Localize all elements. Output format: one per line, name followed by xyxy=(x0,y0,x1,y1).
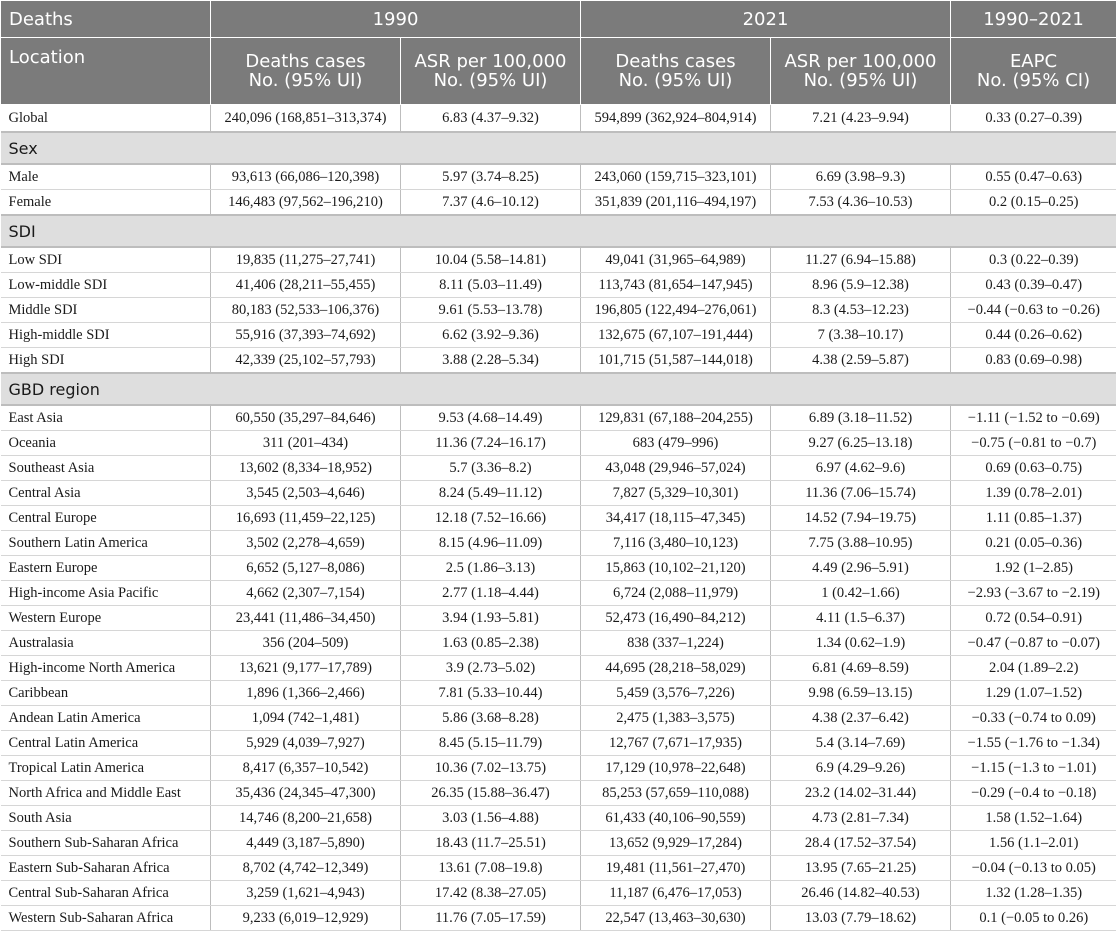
header-line2: No. (95% CI) xyxy=(951,71,1116,90)
location-cell: Middle SDI xyxy=(1,298,211,323)
location-cell: Western Europe xyxy=(1,606,211,631)
table-row xyxy=(1,323,1116,348)
value-cell: 11.76 (7.05–17.59) xyxy=(401,906,581,931)
location-cell: Global xyxy=(1,105,211,133)
value-cell: −0.29 (−0.4 to −0.18) xyxy=(951,781,1116,806)
location-cell: High SDI xyxy=(1,348,211,374)
value-cell: 0.83 (0.69–0.98) xyxy=(951,348,1116,374)
value-cell: −0.33 (−0.74 to 0.09) xyxy=(951,706,1116,731)
location-cell: Australasia xyxy=(1,631,211,656)
value-cell: 7,827 (5,329–10,301) xyxy=(581,481,771,506)
value-cell: 594,899 (362,924–804,914) xyxy=(581,105,771,133)
value-cell: 9,233 (6,019–12,929) xyxy=(211,906,401,931)
value-cell: 7.21 (4.23–9.94) xyxy=(771,105,951,133)
value-cell: 5.7 (3.36–8.2) xyxy=(401,456,581,481)
section-header-row xyxy=(1,373,1116,405)
value-cell: 8.11 (5.03–11.49) xyxy=(401,273,581,298)
value-cell: 683 (479–996) xyxy=(581,431,771,456)
value-cell: 1.58 (1.52–1.64) xyxy=(951,806,1116,831)
header-deaths-1990 xyxy=(211,38,401,105)
section-label: Sex xyxy=(1,132,1116,164)
table-row xyxy=(1,456,1116,481)
header-line1: Deaths cases xyxy=(211,52,400,71)
value-cell: 3.94 (1.93–5.81) xyxy=(401,606,581,631)
value-cell: 11.36 (7.06–15.74) xyxy=(771,481,951,506)
value-cell: 8,702 (4,742–12,349) xyxy=(211,856,401,881)
value-cell: 5.4 (3.14–7.69) xyxy=(771,731,951,756)
value-cell: 4.73 (2.81–7.34) xyxy=(771,806,951,831)
value-cell: 4,662 (2,307–7,154) xyxy=(211,581,401,606)
value-cell: 9.61 (5.53–13.78) xyxy=(401,298,581,323)
value-cell: 101,715 (51,587–144,018) xyxy=(581,348,771,374)
table-row xyxy=(1,606,1116,631)
value-cell: 34,417 (18,115–47,345) xyxy=(581,506,771,531)
value-cell: 2.5 (1.86–3.13) xyxy=(401,556,581,581)
value-cell: 5.97 (3.74–8.25) xyxy=(401,164,581,190)
value-cell: 23,441 (11,486–34,450) xyxy=(211,606,401,631)
location-cell: Eastern Sub-Saharan Africa xyxy=(1,856,211,881)
location-cell: Eastern Europe xyxy=(1,556,211,581)
value-cell: 7,116 (3,480–10,123) xyxy=(581,531,771,556)
header-year-2021: 2021 xyxy=(581,1,951,38)
header-year-1990: 1990 xyxy=(211,1,581,38)
table-row xyxy=(1,631,1116,656)
value-cell: 11.27 (6.94–15.88) xyxy=(771,247,951,273)
table-row xyxy=(1,656,1116,681)
value-cell: 0.1 (−0.05 to 0.26) xyxy=(951,906,1116,931)
header-line2: No. (95% UI) xyxy=(211,71,400,90)
value-cell: 311 (201–434) xyxy=(211,431,401,456)
value-cell: 26.46 (14.82–40.53) xyxy=(771,881,951,906)
value-cell: 61,433 (40,106–90,559) xyxy=(581,806,771,831)
value-cell: 4.49 (2.96–5.91) xyxy=(771,556,951,581)
value-cell: 351,839 (201,116–494,197) xyxy=(581,190,771,216)
value-cell: −1.11 (−1.52 to −0.69) xyxy=(951,405,1116,431)
value-cell: 4.11 (1.5–6.37) xyxy=(771,606,951,631)
value-cell: 146,483 (97,562–196,210) xyxy=(211,190,401,216)
value-cell: 26.35 (15.88–36.47) xyxy=(401,781,581,806)
value-cell: 22,547 (13,463–30,630) xyxy=(581,906,771,931)
value-cell: 1.63 (0.85–2.38) xyxy=(401,631,581,656)
table-row xyxy=(1,756,1116,781)
table-row xyxy=(1,581,1116,606)
value-cell: 8.96 (5.9–12.38) xyxy=(771,273,951,298)
value-cell: 6.97 (4.62–9.6) xyxy=(771,456,951,481)
location-cell: Andean Latin America xyxy=(1,706,211,731)
table-row xyxy=(1,831,1116,856)
table-row xyxy=(1,881,1116,906)
header-asr-1990 xyxy=(401,38,581,105)
value-cell: 4,449 (3,187–5,890) xyxy=(211,831,401,856)
table-row xyxy=(1,681,1116,706)
value-cell: −0.47 (−0.87 to −0.07) xyxy=(951,631,1116,656)
location-cell: South Asia xyxy=(1,806,211,831)
section-header-row xyxy=(1,132,1116,164)
value-cell: 11.36 (7.24–16.17) xyxy=(401,431,581,456)
value-cell: 12.18 (7.52–16.66) xyxy=(401,506,581,531)
header-line1: EAPC xyxy=(951,52,1116,71)
section-header-row xyxy=(1,215,1116,247)
value-cell: 1.34 (0.62–1.9) xyxy=(771,631,951,656)
value-cell: 3.88 (2.28–5.34) xyxy=(401,348,581,374)
location-cell: Male xyxy=(1,164,211,190)
value-cell: 13,621 (9,177–17,789) xyxy=(211,656,401,681)
header-line1: ASR per 100,000 xyxy=(401,52,580,71)
value-cell: 52,473 (16,490–84,212) xyxy=(581,606,771,631)
value-cell: 13,602 (8,334–18,952) xyxy=(211,456,401,481)
value-cell: −2.93 (−3.67 to −2.19) xyxy=(951,581,1116,606)
value-cell: 3.9 (2.73–5.02) xyxy=(401,656,581,681)
header-location: Location xyxy=(1,38,211,105)
header-line2: No. (95% UI) xyxy=(401,71,580,90)
value-cell: 19,481 (11,561–27,470) xyxy=(581,856,771,881)
header-asr-2021 xyxy=(771,38,951,105)
table-body xyxy=(1,105,1116,931)
value-cell: 132,675 (67,107–191,444) xyxy=(581,323,771,348)
value-cell: 0.33 (0.27–0.39) xyxy=(951,105,1116,133)
value-cell: 1.32 (1.28–1.35) xyxy=(951,881,1116,906)
value-cell: 1.39 (0.78–2.01) xyxy=(951,481,1116,506)
value-cell: 9.27 (6.25–13.18) xyxy=(771,431,951,456)
location-cell: High-income North America xyxy=(1,656,211,681)
location-cell: Southern Sub-Saharan Africa xyxy=(1,831,211,856)
location-cell: High-middle SDI xyxy=(1,323,211,348)
value-cell: 8.3 (4.53–12.23) xyxy=(771,298,951,323)
value-cell: 17,129 (10,978–22,648) xyxy=(581,756,771,781)
value-cell: 5,459 (3,576–7,226) xyxy=(581,681,771,706)
location-cell: East Asia xyxy=(1,405,211,431)
header-measure-label: Deaths xyxy=(1,1,211,38)
header-deaths-2021 xyxy=(581,38,771,105)
value-cell: 5.86 (3.68–8.28) xyxy=(401,706,581,731)
location-cell: Central Latin America xyxy=(1,731,211,756)
table-row xyxy=(1,781,1116,806)
table-row xyxy=(1,531,1116,556)
value-cell: 4.38 (2.37–6.42) xyxy=(771,706,951,731)
table-row xyxy=(1,431,1116,456)
location-cell: Western Sub-Saharan Africa xyxy=(1,906,211,931)
value-cell: 2.04 (1.89–2.2) xyxy=(951,656,1116,681)
value-cell: 129,831 (67,188–204,255) xyxy=(581,405,771,431)
value-cell: 0.3 (0.22–0.39) xyxy=(951,247,1116,273)
table-row xyxy=(1,298,1116,323)
value-cell: −0.44 (−0.63 to −0.26) xyxy=(951,298,1116,323)
value-cell: 9.53 (4.68–14.49) xyxy=(401,405,581,431)
table-header xyxy=(1,1,1116,105)
value-cell: 1.92 (1–2.85) xyxy=(951,556,1116,581)
table-row xyxy=(1,190,1116,216)
header-line1: ASR per 100,000 xyxy=(771,52,950,71)
table-row xyxy=(1,164,1116,190)
value-cell: 0.2 (0.15–0.25) xyxy=(951,190,1116,216)
value-cell: 9.98 (6.59–13.15) xyxy=(771,681,951,706)
value-cell: 14.52 (7.94–19.75) xyxy=(771,506,951,531)
value-cell: 14,746 (8,200–21,658) xyxy=(211,806,401,831)
value-cell: 0.72 (0.54–0.91) xyxy=(951,606,1116,631)
value-cell: 240,096 (168,851–313,374) xyxy=(211,105,401,133)
location-cell: Tropical Latin America xyxy=(1,756,211,781)
table-row xyxy=(1,806,1116,831)
table-row xyxy=(1,906,1116,931)
location-cell: Low SDI xyxy=(1,247,211,273)
value-cell: 23.2 (14.02–31.44) xyxy=(771,781,951,806)
value-cell: 10.04 (5.58–14.81) xyxy=(401,247,581,273)
table-row xyxy=(1,405,1116,431)
value-cell: 42,339 (25,102–57,793) xyxy=(211,348,401,374)
value-cell: 11,187 (6,476–17,053) xyxy=(581,881,771,906)
value-cell: 6.62 (3.92–9.36) xyxy=(401,323,581,348)
value-cell: 6.81 (4.69–8.59) xyxy=(771,656,951,681)
value-cell: 6.69 (3.98–9.3) xyxy=(771,164,951,190)
table-row xyxy=(1,348,1116,374)
value-cell: −0.75 (−0.81 to −0.7) xyxy=(951,431,1116,456)
value-cell: 12,767 (7,671–17,935) xyxy=(581,731,771,756)
value-cell: 113,743 (81,654–147,945) xyxy=(581,273,771,298)
value-cell: 19,835 (11,275–27,741) xyxy=(211,247,401,273)
value-cell: 13.61 (7.08–19.8) xyxy=(401,856,581,881)
table-row xyxy=(1,506,1116,531)
value-cell: 35,436 (24,345–47,300) xyxy=(211,781,401,806)
table-row xyxy=(1,247,1116,273)
value-cell: 1,094 (742–1,481) xyxy=(211,706,401,731)
value-cell: 3,259 (1,621–4,943) xyxy=(211,881,401,906)
location-cell: Central Europe xyxy=(1,506,211,531)
value-cell: 356 (204–509) xyxy=(211,631,401,656)
value-cell: 4.38 (2.59–5.87) xyxy=(771,348,951,374)
value-cell: 6,724 (2,088–11,979) xyxy=(581,581,771,606)
value-cell: 44,695 (28,218–58,029) xyxy=(581,656,771,681)
value-cell: 2.77 (1.18–4.44) xyxy=(401,581,581,606)
value-cell: 3,502 (2,278–4,659) xyxy=(211,531,401,556)
value-cell: 60,550 (35,297–84,646) xyxy=(211,405,401,431)
table-row xyxy=(1,481,1116,506)
location-cell: High-income Asia Pacific xyxy=(1,581,211,606)
value-cell: 8,417 (6,357–10,542) xyxy=(211,756,401,781)
value-cell: 1,896 (1,366–2,466) xyxy=(211,681,401,706)
value-cell: −0.04 (−0.13 to 0.05) xyxy=(951,856,1116,881)
value-cell: 2,475 (1,383–3,575) xyxy=(581,706,771,731)
table-row xyxy=(1,706,1116,731)
location-cell: Caribbean xyxy=(1,681,211,706)
value-cell: 1.29 (1.07–1.52) xyxy=(951,681,1116,706)
header-eapc xyxy=(951,38,1116,105)
value-cell: 243,060 (159,715–323,101) xyxy=(581,164,771,190)
header-line2: No. (95% UI) xyxy=(581,71,770,90)
value-cell: 18.43 (11.7–25.51) xyxy=(401,831,581,856)
location-cell: North Africa and Middle East xyxy=(1,781,211,806)
value-cell: −1.15 (−1.3 to −1.01) xyxy=(951,756,1116,781)
location-cell: Southeast Asia xyxy=(1,456,211,481)
value-cell: 28.4 (17.52–37.54) xyxy=(771,831,951,856)
value-cell: 55,916 (37,393–74,692) xyxy=(211,323,401,348)
value-cell: 8.45 (5.15–11.79) xyxy=(401,731,581,756)
value-cell: 13.03 (7.79–18.62) xyxy=(771,906,951,931)
value-cell: 13,652 (9,929–17,284) xyxy=(581,831,771,856)
value-cell: 16,693 (11,459–22,125) xyxy=(211,506,401,531)
value-cell: 0.69 (0.63–0.75) xyxy=(951,456,1116,481)
value-cell: 1.11 (0.85–1.37) xyxy=(951,506,1116,531)
value-cell: 0.55 (0.47–0.63) xyxy=(951,164,1116,190)
value-cell: 8.15 (4.96–11.09) xyxy=(401,531,581,556)
value-cell: 80,183 (52,533–106,376) xyxy=(211,298,401,323)
value-cell: 0.44 (0.26–0.62) xyxy=(951,323,1116,348)
value-cell: 6.83 (4.37–9.32) xyxy=(401,105,581,133)
header-line1: Deaths cases xyxy=(581,52,770,71)
value-cell: 7.75 (3.88–10.95) xyxy=(771,531,951,556)
value-cell: 43,048 (29,946–57,024) xyxy=(581,456,771,481)
section-label: GBD region xyxy=(1,373,1116,405)
value-cell: 85,253 (57,659–110,088) xyxy=(581,781,771,806)
value-cell: 49,041 (31,965–64,989) xyxy=(581,247,771,273)
location-cell: Female xyxy=(1,190,211,216)
value-cell: 41,406 (28,211–55,455) xyxy=(211,273,401,298)
value-cell: 17.42 (8.38–27.05) xyxy=(401,881,581,906)
location-cell: Low-middle SDI xyxy=(1,273,211,298)
value-cell: −1.55 (−1.76 to −1.34) xyxy=(951,731,1116,756)
value-cell: 8.24 (5.49–11.12) xyxy=(401,481,581,506)
value-cell: 7.53 (4.36–10.53) xyxy=(771,190,951,216)
header-period: 1990–2021 xyxy=(951,1,1116,38)
location-cell: Central Asia xyxy=(1,481,211,506)
table-row xyxy=(1,105,1116,133)
value-cell: 838 (337–1,224) xyxy=(581,631,771,656)
value-cell: 196,805 (122,494–276,061) xyxy=(581,298,771,323)
table-row xyxy=(1,273,1116,298)
table-row xyxy=(1,731,1116,756)
value-cell: 1.56 (1.1–2.01) xyxy=(951,831,1116,856)
value-cell: 1 (0.42–1.66) xyxy=(771,581,951,606)
section-label: SDI xyxy=(1,215,1116,247)
value-cell: 13.95 (7.65–21.25) xyxy=(771,856,951,881)
table-row xyxy=(1,856,1116,881)
value-cell: 6.9 (4.29–9.26) xyxy=(771,756,951,781)
value-cell: 93,613 (66,086–120,398) xyxy=(211,164,401,190)
header-line2: No. (95% UI) xyxy=(771,71,950,90)
table-row xyxy=(1,556,1116,581)
value-cell: 7.81 (5.33–10.44) xyxy=(401,681,581,706)
value-cell: 15,863 (10,102–21,120) xyxy=(581,556,771,581)
location-cell: Oceania xyxy=(1,431,211,456)
value-cell: 3.03 (1.56–4.88) xyxy=(401,806,581,831)
value-cell: 6.89 (3.18–11.52) xyxy=(771,405,951,431)
location-cell: Southern Latin America xyxy=(1,531,211,556)
value-cell: 0.43 (0.39–0.47) xyxy=(951,273,1116,298)
value-cell: 0.21 (0.05–0.36) xyxy=(951,531,1116,556)
value-cell: 5,929 (4,039–7,927) xyxy=(211,731,401,756)
value-cell: 7.37 (4.6–10.12) xyxy=(401,190,581,216)
value-cell: 6,652 (5,127–8,086) xyxy=(211,556,401,581)
value-cell: 7 (3.38–10.17) xyxy=(771,323,951,348)
value-cell: 3,545 (2,503–4,646) xyxy=(211,481,401,506)
location-cell: Central Sub-Saharan Africa xyxy=(1,881,211,906)
value-cell: 10.36 (7.02–13.75) xyxy=(401,756,581,781)
